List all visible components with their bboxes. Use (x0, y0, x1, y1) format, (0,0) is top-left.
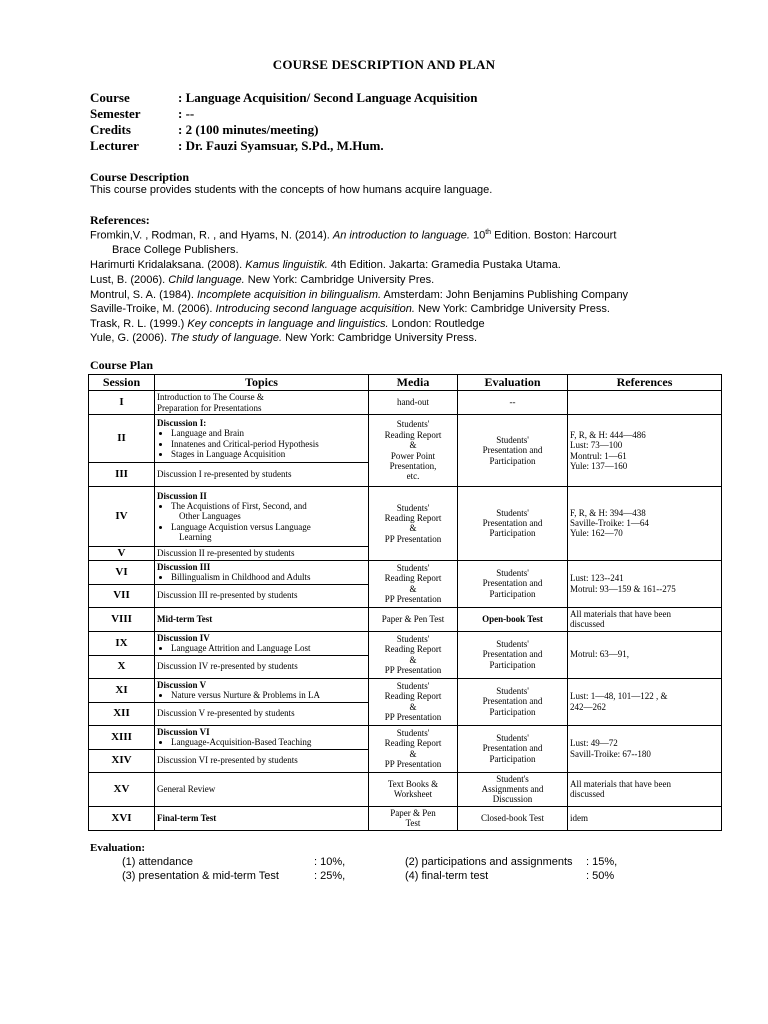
evaluation-item-value: : 15%, (586, 856, 618, 868)
media-cell: Text Books & Worksheet (369, 772, 458, 806)
document-title: COURSE DESCRIPTION AND PLAN (272, 57, 496, 72)
description-heading: Course Description (90, 170, 189, 184)
topic-cell: Discussion VI re-presented by students (155, 749, 369, 772)
session-number: XI (89, 678, 155, 702)
table-row (89, 725, 722, 749)
evaluation-cell: Students' Presentation and Participation (458, 415, 568, 487)
references-cell: Lust: 1—48, 101—122 , & 242—262 (568, 678, 722, 725)
references-heading: References: (90, 213, 150, 227)
media-cell: Paper & Pen Test (369, 806, 458, 830)
session-number: VI (89, 560, 155, 584)
evaluation-cell: Closed-book Test (458, 806, 568, 830)
description-text: This course provides students with the concepts of how humans acquire language. (90, 184, 493, 196)
references-cell (568, 391, 722, 415)
session-number: XIII (89, 725, 155, 749)
session-number: VIII (89, 607, 155, 631)
column-header: Topics (155, 375, 369, 391)
info-course: Course : Language Acquisition/ Second Language Acquisition (90, 90, 478, 105)
evaluation-cell: -- (458, 391, 568, 415)
evaluation-item-value: : 10%, (314, 856, 346, 868)
table-row (89, 631, 722, 655)
references-cell: All materials that have been discussed (568, 772, 722, 806)
reference-fromkin-cont: Brace College Publishers. (112, 244, 239, 256)
table-row (89, 806, 722, 830)
topic-cell: General Review (155, 772, 369, 806)
media-cell: Students' Reading Report & Power Point Presentation, etc. (369, 415, 458, 487)
reference-fromkin: Fromkin,V. , Rodman, R. , and Hyams, N. (2014). An introduction to language. 10th Edition. Boston: Harcourt (90, 229, 617, 242)
table-row (89, 772, 722, 806)
session-number: XII (89, 702, 155, 725)
media-cell: Students' Reading Report & PP Presentation (369, 487, 458, 561)
topic-cell: Discussion I: • Language and Brain • Innatenes and Critical-period Hypothesis • Stages in Language Acquisition (155, 415, 369, 463)
references-cell: idem (568, 806, 722, 830)
session-number: III (89, 463, 155, 487)
evaluation-cell: Students' Presentation and Participation (458, 560, 568, 607)
topic-cell: Discussion V re-presented by students (155, 702, 369, 725)
topic-cell: Discussion VI • Language-Acquisition-Based Teaching (155, 725, 369, 749)
topic-cell: Introduction to The Course & Preparation for Presentations (155, 391, 369, 415)
references-cell: Motrul: 63—91, (568, 631, 722, 678)
evaluation-cell: Student's Assignments and Discussion (458, 772, 568, 806)
session-number: XV (89, 772, 155, 806)
evaluation-item-label: (2) participations and assignments (405, 856, 573, 868)
topic-cell: Discussion IV • Language Attrition and Language Lost (155, 631, 369, 655)
references-cell: Lust: 123--241 Motrul: 93—159 & 161--275 (568, 560, 722, 607)
evaluation-item-label: (1) attendance (122, 856, 193, 868)
evaluation-heading: Evaluation: (90, 842, 146, 854)
topic-cell: Discussion II re-presented by students (155, 547, 369, 561)
session-number: II (89, 415, 155, 463)
topic-cell: Discussion III re-presented by students (155, 584, 369, 607)
table-row (89, 560, 722, 584)
evaluation-item-label: (3) presentation & mid-term Test (122, 870, 279, 882)
topic-cell: Discussion IV re-presented by students (155, 655, 369, 678)
media-cell: hand-out (369, 391, 458, 415)
table-row (89, 487, 722, 547)
reference-montrul: Montrul, S. A. (1984). Incomplete acquisition in bilingualism. Amsterdam: John Benjamins Publishing Company (90, 289, 629, 301)
references-cell: F, R, & H: 444—486 Lust: 73—100 Montrul: 1—61 Yule: 137—160 (568, 415, 722, 487)
session-number: XIV (89, 749, 155, 772)
reference-saville: Saville-Troike, M. (2006). Introducing second language acquisition. New York: Cambridge University Press. (90, 303, 610, 315)
table-header-row (89, 375, 722, 391)
column-header: Session (89, 375, 155, 391)
info-credits: Credits : 2 (100 minutes/meeting) (90, 122, 319, 137)
topic-cell: Mid-term Test (155, 607, 369, 631)
column-header: Media (369, 375, 458, 391)
references-cell: Lust: 49—72 Savill-Troike: 67--180 (568, 725, 722, 772)
reference-lust: Lust, B. (2006). Child language. New York: Cambridge University Pres. (90, 274, 435, 286)
media-cell: Paper & Pen Test (369, 607, 458, 631)
table-row (89, 678, 722, 702)
reference-harimurti: Harimurti Kridalaksana. (2008). Kamus linguistik. 4th Edition. Jakarta: Gramedia Pustaka Utama. (90, 259, 561, 271)
course-plan-heading: Course Plan (90, 358, 153, 372)
column-header: References (568, 375, 722, 391)
session-number: V (89, 547, 155, 561)
media-cell: Students' Reading Report & PP Presentation (369, 678, 458, 725)
media-cell: Students' Reading Report & PP Presentation (369, 725, 458, 772)
references-cell: All materials that have been discussed (568, 607, 722, 631)
info-semester: Semester : -- (90, 106, 195, 121)
evaluation-item-value: : 50% (586, 870, 615, 882)
session-number: IX (89, 631, 155, 655)
evaluation-cell: Open-book Test (458, 607, 568, 631)
evaluation-cell: Students' Presentation and Participation (458, 631, 568, 678)
evaluation-cell: Students' Presentation and Participation (458, 678, 568, 725)
session-number: X (89, 655, 155, 678)
session-number: VII (89, 584, 155, 607)
evaluation-cell: Students' Presentation and Participation (458, 725, 568, 772)
reference-yule: Yule, G. (2006). The study of language. New York: Cambridge University Press. (90, 332, 478, 344)
reference-trask: Trask, R. L. (1999.) Key concepts in language and linguistics. London: Routledge (90, 318, 485, 330)
table-row (89, 607, 722, 631)
session-number: XVI (89, 806, 155, 830)
topic-cell: Discussion I re-presented by students (155, 463, 369, 487)
topic-cell: Discussion V • Nature versus Nurture & Problems in LA (155, 678, 369, 702)
info-lecturer: Lecturer : Dr. Fauzi Syamsuar, S.Pd., M.Hum. (90, 138, 384, 153)
topic-cell: Discussion II • The Acquistions of First, Second, and Other Languages • Language Acquistion versus Language Learning (155, 487, 369, 547)
session-number: I (89, 391, 155, 415)
session-number: IV (89, 487, 155, 547)
table-row (89, 391, 722, 415)
topic-cell: Discussion III • Billingualism in Childhood and Adults (155, 560, 369, 584)
course-plan-table (88, 374, 722, 831)
references-cell: F, R, & H: 394—438 Saville-Troike: 1—64 Yule: 162—70 (568, 487, 722, 561)
evaluation-item-label: (4) final-term test (405, 870, 489, 882)
table-row (89, 415, 722, 463)
media-cell: Students' Reading Report & PP Presentation (369, 631, 458, 678)
column-header: Evaluation (458, 375, 568, 391)
topic-cell: Final-term Test (155, 806, 369, 830)
evaluation-item-value: : 25%, (314, 870, 346, 882)
evaluation-cell: Students' Presentation and Participation (458, 487, 568, 561)
media-cell: Students' Reading Report & PP Presentation (369, 560, 458, 607)
